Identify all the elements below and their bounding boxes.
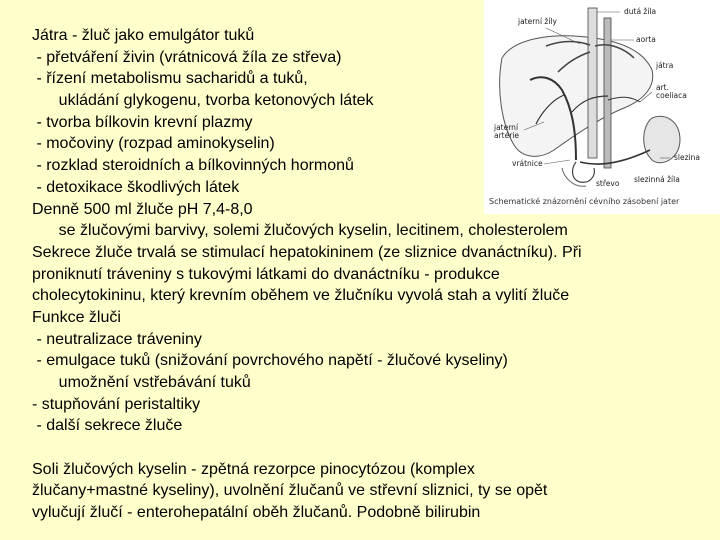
- label-jaterni-zily: jaterní žíly: [518, 17, 557, 26]
- text-line: umožnění vstřebávání tuků: [32, 374, 251, 391]
- text-line: se žlučovými barvivy, solemi žlučových kyselin, lecitinem, cholesterolem: [32, 222, 568, 240]
- text-line: cholecytokininu, který krevním oběhem ve žlučníku vyvolá stah a vylití žluče: [32, 287, 570, 305]
- text-line: vylučují žlučí - enterohepatální oběh žlučanů. Podobně bilirubin: [32, 504, 481, 522]
- label-slezinna-zila: slezinná žíla: [634, 175, 680, 184]
- text-line: ukládání glykogenu, tvorba ketonových látek: [32, 92, 374, 110]
- paragraph-gap: [32, 437, 702, 459]
- text-line: - tvorba bílkovin krevní plazmy: [32, 113, 253, 131]
- label-slezina: slezina: [674, 153, 700, 162]
- text-line: - další sekrece žluče: [32, 417, 183, 435]
- label-duta-zila: dutá žíla: [624, 7, 657, 16]
- text-line: žlučany+mastné kyseliny), uvolnění žlučanů ve střevní sliznici, ty se opět: [32, 482, 548, 500]
- text-line: Soli žlučových kyselin - zpětná rezorpce pinocytózou (komplex: [32, 460, 475, 478]
- text-line: - řízení metabolismu sacharidů a tuků,: [32, 70, 308, 88]
- label-art-coeliaca: art. coeliaca: [656, 83, 687, 100]
- text-line: - detoxikace škodlivých látek: [32, 178, 240, 196]
- text-line: - stupňování peristaltiky: [32, 395, 201, 413]
- text-line: - neutralizace tráveniny: [32, 330, 202, 348]
- liver-blood-supply-figure: [484, 0, 720, 214]
- text-line: Játra - žluč jako emulgátor tuků: [32, 27, 255, 44]
- text-line: Funkce žluči: [32, 308, 121, 326]
- label-jatra: játra: [656, 61, 674, 70]
- text-line: - močoviny (rozpad aminokyselin): [32, 135, 275, 153]
- text-line: - rozklad steroidních a bílkovinných hormonů: [32, 157, 354, 175]
- figure-caption: Schematické znázornění cévního zásobení jater: [489, 197, 680, 206]
- text-line: - přetváření živin (vrátnicová žíla ze střeva): [32, 48, 342, 66]
- label-aorta: aorta: [636, 35, 656, 44]
- text-line: Denně 500 ml žluče pH 7,4-8,0: [32, 200, 253, 218]
- label-vratnice: vrátnice: [512, 159, 543, 168]
- text-line: proniknutí tráveniny s tukovými látkami do dvanáctníku - produkce: [32, 265, 500, 283]
- label-jaterni-arterie: jaterní artérie: [494, 123, 520, 140]
- text-line: Sekrece žluče trvalá se stimulací hepatokininem (ze sliznice dvanáctníku). Při: [32, 243, 582, 261]
- text-line: - emulgace tuků (snižování povrchového napětí - žlučové kyseliny): [32, 352, 508, 370]
- label-strevo: střevo: [596, 179, 620, 188]
